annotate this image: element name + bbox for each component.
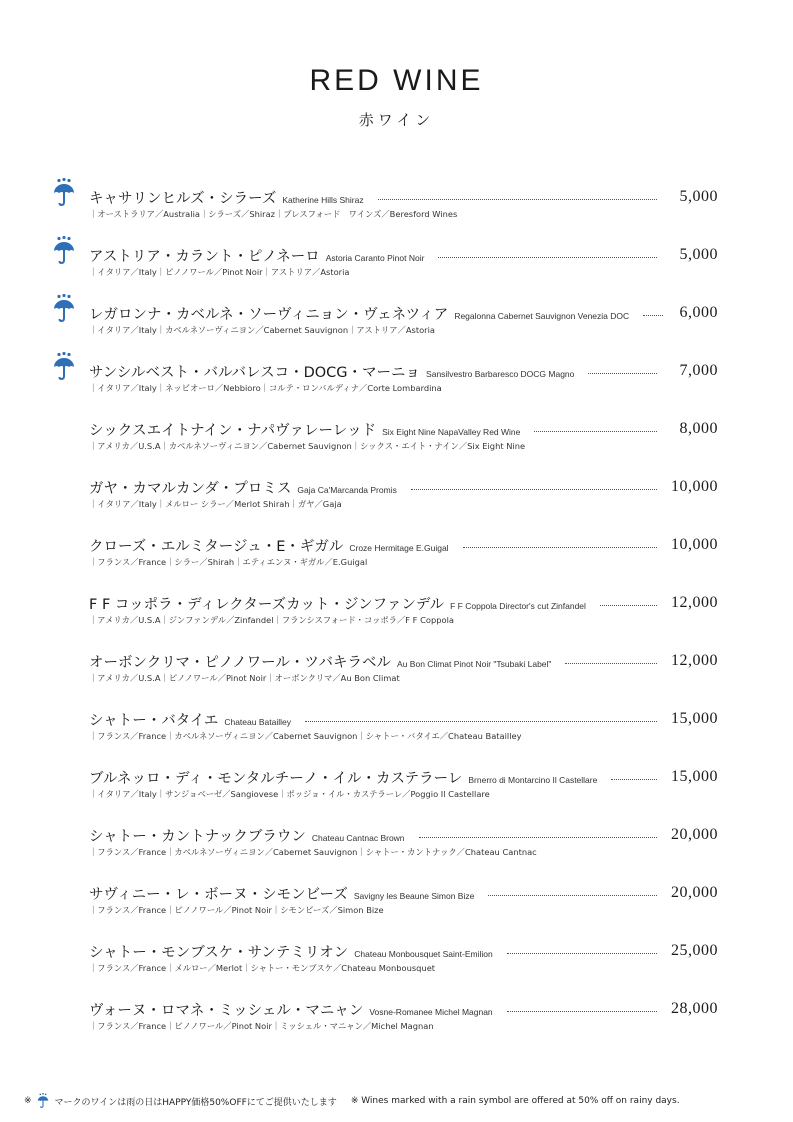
wine-list bbox=[0, 178, 793, 1048]
wine-name-line bbox=[89, 187, 657, 208]
rain-umbrella-icon bbox=[52, 178, 76, 208]
wine-item bbox=[0, 932, 793, 990]
wine-item bbox=[0, 178, 793, 236]
wine-name-line bbox=[89, 825, 657, 846]
wine-item bbox=[0, 468, 793, 526]
footer-mark: ※ bbox=[24, 1096, 32, 1106]
rain-umbrella-icon bbox=[52, 352, 76, 382]
wine-name-line bbox=[89, 535, 657, 556]
wine-name-line bbox=[89, 767, 657, 788]
wine-name-english: Chateau Cantnac Brown bbox=[311, 833, 405, 843]
dot-leader bbox=[600, 604, 657, 606]
wine-name-japanese: シックスエイトナイン・ナパヴァレーレッド bbox=[89, 423, 377, 439]
wine-price: 12,000 bbox=[671, 652, 718, 669]
wine-name-japanese: サヴィニー・レ・ボーヌ・シモンビーズ bbox=[89, 887, 348, 903]
wine-name-line bbox=[89, 651, 657, 672]
wine-price: 10,000 bbox=[671, 536, 718, 553]
wine-name-english: Au Bon Climat Pinot Noir "Tsubaki Label" bbox=[397, 659, 552, 669]
wine-name-line bbox=[89, 593, 657, 614]
wine-details: ｜アメリカ／U.S.A｜カベルネソーヴィニヨン／Cabernet Sauvignon｜シックス・エイト・ナイン／Six Eight Nine bbox=[89, 441, 526, 451]
wine-price: 8,000 bbox=[679, 420, 718, 437]
wine-price: 10,000 bbox=[671, 478, 718, 495]
wine-name-english: Gaja Ca'Marcanda Promis bbox=[297, 485, 397, 495]
dot-leader bbox=[507, 1010, 657, 1012]
wine-name-line bbox=[89, 999, 657, 1020]
wine-details: ｜イタリア／Italy｜メルロー シラー／Merlot Shirah｜ガヤ／Gaja bbox=[89, 499, 342, 509]
wine-name-line bbox=[89, 941, 657, 962]
dot-leader bbox=[419, 836, 657, 838]
wine-name-line bbox=[89, 883, 657, 904]
wine-price: 15,000 bbox=[671, 710, 718, 727]
wine-name-english: Vosne-Romanee Michel Magnan bbox=[369, 1007, 493, 1017]
wine-price: 5,000 bbox=[679, 188, 718, 205]
wine-name-english: Sansilvestro Barbaresco DOCG Magno bbox=[426, 369, 575, 379]
dot-leader bbox=[488, 894, 657, 896]
wine-price: 25,000 bbox=[671, 942, 718, 959]
wine-item bbox=[0, 526, 793, 584]
wine-item bbox=[0, 700, 793, 758]
dot-leader bbox=[438, 256, 657, 258]
wine-details: ｜フランス／France｜メルロー／Merlot｜シャトー・モンブスケ／Chateau Monbousquet bbox=[89, 963, 436, 973]
wine-price: 6,000 bbox=[679, 304, 718, 321]
wine-name-english: Chateau Batailley bbox=[224, 717, 291, 727]
wine-name-japanese: ガヤ・カマルカンダ・プロミス bbox=[89, 481, 292, 497]
wine-details: ｜アメリカ／U.S.A｜ジンファンデル／Zinfandel｜フランシスフォード・コッポラ／F F Coppola bbox=[89, 615, 454, 625]
rain-umbrella-icon bbox=[52, 236, 76, 266]
wine-price: 20,000 bbox=[671, 884, 718, 901]
wine-name-japanese: クローズ・エルミタージュ・E・ギガル bbox=[89, 539, 344, 555]
dot-leader bbox=[463, 546, 657, 548]
wine-details: ｜オーストラリア／Australia｜シラーズ／Shiraz｜ブレスフォード ワインズ／Beresford Wines bbox=[89, 209, 458, 219]
dot-leader bbox=[507, 952, 657, 954]
wine-name-japanese: サンシルベスト・バルバレスコ・DOCG・マーニョ bbox=[89, 365, 421, 381]
footer-note bbox=[24, 1093, 775, 1109]
wine-name-japanese: シャトー・カントナックブラウン bbox=[89, 829, 306, 845]
wine-details: ｜フランス／France｜ピノノワール／Pinot Noir｜シモンビーズ／Simon Bize bbox=[89, 905, 384, 915]
wine-details: ｜フランス／France｜シラー／Shirah｜エティエンヌ・ギガル／E.Guigal bbox=[89, 557, 368, 567]
wine-name-line bbox=[89, 419, 657, 440]
dot-leader bbox=[611, 778, 657, 780]
footer-note-english: ※ Wines marked with a rain symbol are offered at 50% off on rainy days. bbox=[350, 1096, 680, 1106]
dot-leader bbox=[588, 372, 657, 374]
wine-price: 12,000 bbox=[671, 594, 718, 611]
dot-leader bbox=[378, 198, 657, 200]
wine-name-english: Astoria Caranto Pinot Noir bbox=[325, 253, 425, 263]
dot-leader bbox=[565, 662, 657, 664]
wine-price: 15,000 bbox=[671, 768, 718, 785]
wine-item bbox=[0, 642, 793, 700]
page-title: RED WINE bbox=[309, 64, 484, 97]
wine-details: ｜フランス／France｜カベルネソーヴィニヨン／Cabernet Sauvignon｜シャトー・バタイエ／Chateau Batailley bbox=[89, 731, 522, 741]
wine-price: 20,000 bbox=[671, 826, 718, 843]
wine-item bbox=[0, 990, 793, 1048]
wine-name-japanese: キャサリンヒルズ・シラーズ bbox=[89, 191, 277, 207]
wine-name-japanese: シャトー・バタイエ bbox=[89, 713, 219, 729]
wine-item bbox=[0, 352, 793, 410]
wine-item bbox=[0, 758, 793, 816]
wine-price: 7,000 bbox=[679, 362, 718, 379]
wine-name-japanese: レガロンナ・カベルネ・ソーヴィニョン・ヴェネツィア bbox=[89, 307, 449, 323]
wine-name-japanese: シャトー・モンブスケ・サンテミリオン bbox=[89, 945, 349, 961]
wine-item bbox=[0, 584, 793, 642]
dot-leader bbox=[643, 314, 663, 316]
rain-umbrella-icon bbox=[36, 1093, 50, 1109]
dot-leader bbox=[305, 720, 657, 722]
dot-leader bbox=[411, 488, 657, 490]
wine-details: ｜イタリア／Italy｜ピノノワール／Pinot Noir｜アストリア／Astoria bbox=[89, 267, 350, 277]
wine-details: ｜イタリア／Italy｜カベルネソーヴィニヨン／Cabernet Sauvignon｜アストリア／Astoria bbox=[89, 325, 435, 335]
wine-name-line bbox=[89, 245, 657, 266]
wine-name-english: Katherine Hills Shiraz bbox=[282, 195, 364, 205]
wine-item bbox=[0, 874, 793, 932]
wine-name-english: Brnerro di Montarcino Il Castellare bbox=[468, 775, 598, 785]
wine-name-line bbox=[89, 361, 657, 382]
wine-name-japanese: ヴォーヌ・ロマネ・ミッシェル・マニャン bbox=[89, 1003, 364, 1019]
wine-details: ｜イタリア／Italy｜サンジョベーゼ／Sangiovese｜ポッジョ・イル・カステラーレ／Poggio Il Castellare bbox=[89, 789, 490, 799]
wine-name-english: Croze Hermitage E.Guigal bbox=[349, 543, 449, 553]
wine-item bbox=[0, 294, 793, 352]
wine-item bbox=[0, 236, 793, 294]
wine-name-english: Regalonna Cabernet Sauvignon Venezia DOC bbox=[454, 311, 630, 321]
wine-name-japanese: オーボンクリマ・ピノノワール・ツバキラベル bbox=[89, 655, 392, 671]
wine-details: ｜フランス／France｜ピノノワール／Pinot Noir｜ミッシェル・マニャン／Michel Magnan bbox=[89, 1021, 434, 1031]
wine-name-line bbox=[89, 477, 657, 498]
wine-name-japanese: アストリア・カラント・ピノネーロ bbox=[89, 249, 320, 265]
wine-name-english: Savigny les Beaune Simon Bize bbox=[353, 891, 475, 901]
wine-name-english: F F Coppola Director's cut Zinfandel bbox=[450, 601, 586, 611]
wine-details: ｜フランス／France｜カベルネソーヴィニヨン／Cabernet Sauvignon｜シャトー・カントナック／Chateau Cantnac bbox=[89, 847, 537, 857]
page-subtitle: 赤ワイン bbox=[358, 111, 435, 129]
wine-details: ｜イタリア／Italy｜ネッビオーロ／Nebbioro｜コルテ・ロンバルディナ／Corte Lombardina bbox=[89, 383, 442, 393]
wine-item bbox=[0, 410, 793, 468]
wine-details: ｜アメリカ／U.S.A｜ピノノワール／Pinot Noir｜オーボンクリマ／Au Bon Climat bbox=[89, 673, 400, 683]
wine-name-japanese: F F コッポラ・ディレクターズカット・ジンファンデル bbox=[89, 597, 445, 613]
dot-leader bbox=[534, 430, 657, 432]
wine-name-english: Chateau Monbousquet Saint-Emilion bbox=[354, 949, 493, 959]
wine-name-english: Six Eight Nine NapaValley Red Wine bbox=[382, 427, 521, 437]
wine-name-japanese: ブルネッロ・ディ・モンタルチーノ・イル・カステラーレ bbox=[89, 771, 463, 787]
wine-item bbox=[0, 816, 793, 874]
rain-umbrella-icon bbox=[52, 294, 76, 324]
footer-note-japanese: マークのワインは雨の日はHAPPY価格50%OFFにてご提供いたします bbox=[54, 1097, 337, 1108]
wine-name-line bbox=[89, 709, 657, 730]
wine-name-line bbox=[89, 303, 657, 324]
wine-price: 28,000 bbox=[671, 1000, 718, 1017]
wine-price: 5,000 bbox=[679, 246, 718, 263]
